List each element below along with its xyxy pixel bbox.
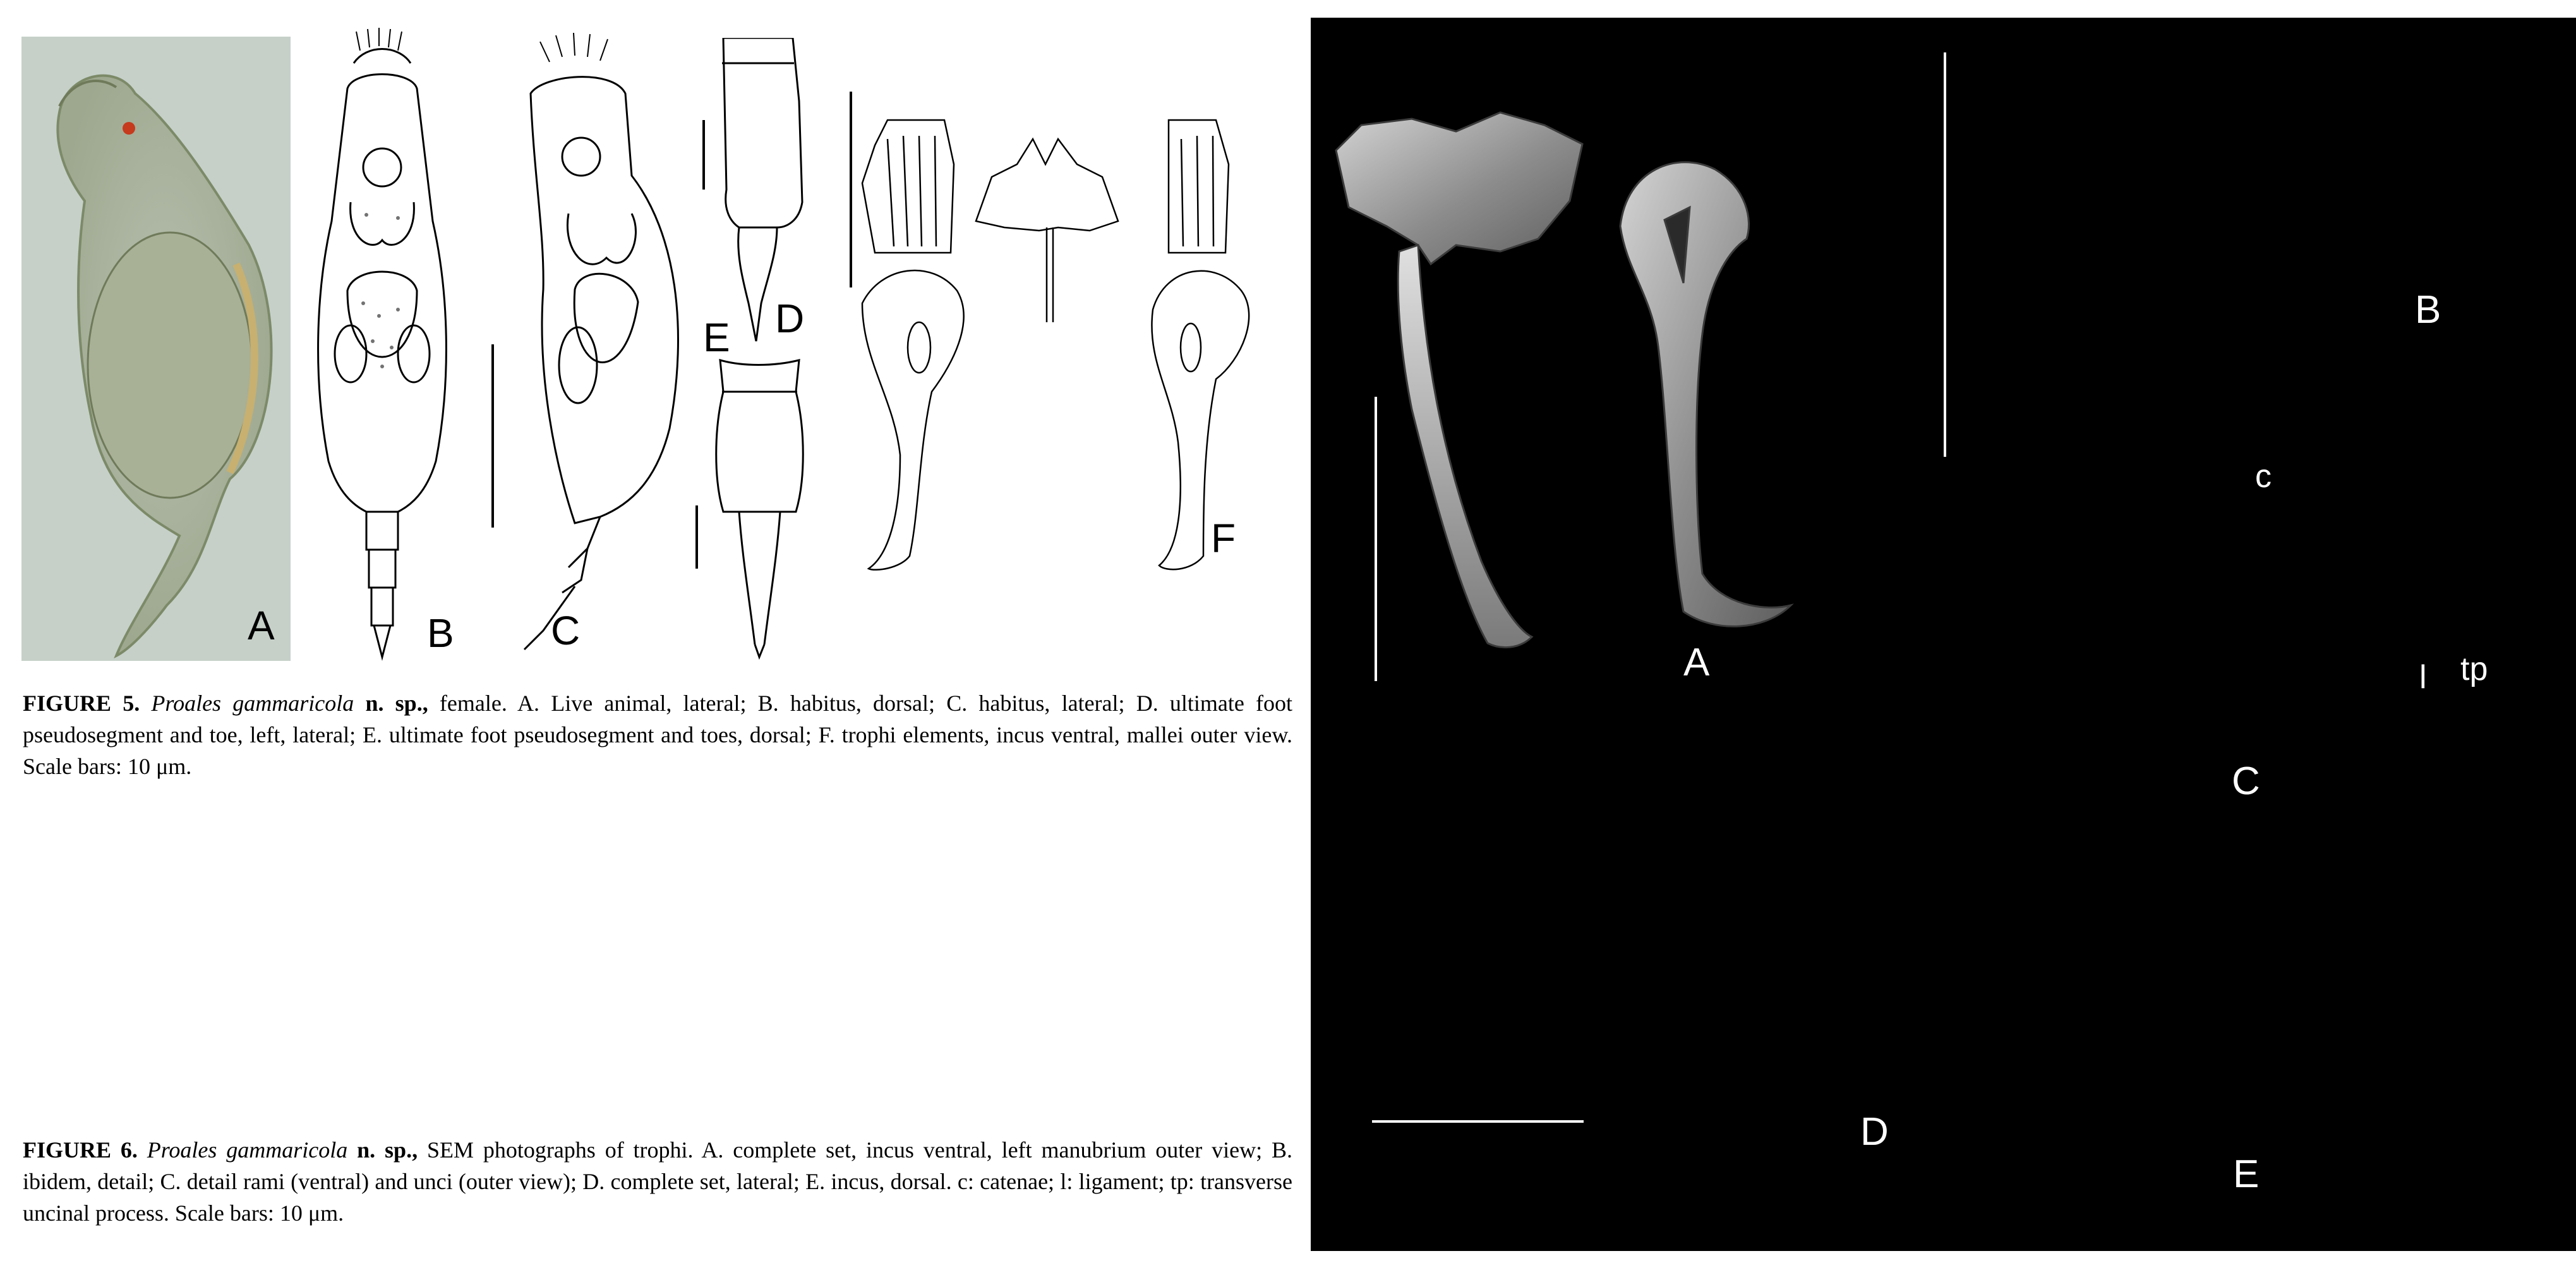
fig5-panel-e-drawing (703, 315, 815, 663)
fig5-caption-text: female. A. Live animal, lateral; B. habitus, dorsal; C. habitus, lateral; D. ultimate foot pseudosegment and toe, left, lateral; E. ultimate foot pseudosegment and toes, dorsal; F. trophi elements, incus ventral, mallei outer view. Scale bars: 10 μm. (23, 691, 1293, 779)
fig5-panel-label-b: B (427, 610, 454, 656)
fig6-caption-text: SEM photographs of trophi. A. complete set, incus ventral, left manubrium outer view; B. ibidem, detail; C. detail rami (ventral) and unci (outer view); D. complete set, lateral; E. incus, dorsal. c: catenae; l: ligament; tp: transverse uncinal process. Scale bars: 10 μm. (23, 1137, 1292, 1226)
fig6-panel-label-d: D (1860, 1110, 1889, 1154)
fig5-panel-label-f: F (1211, 516, 1236, 561)
fig5-panel-f-drawing (850, 101, 1304, 607)
fig6-annotation-catenae: c (2255, 458, 2272, 495)
fig5-panel-label-e: E (703, 315, 730, 360)
fig5-panel-label-d: D (775, 296, 805, 341)
fig5-caption-species: Proales gammaricola (151, 691, 354, 716)
fig6-panel-label-c: C (2232, 759, 2260, 803)
fig6-annotation-ligament: l (2419, 659, 2427, 696)
fig5-scale-bar-bc (491, 344, 494, 528)
fig5-panel-d-drawing (704, 38, 812, 347)
habitus-lateral-drawing (505, 24, 701, 662)
live-animal-illustration (21, 37, 291, 661)
fig5-panel-label-c: C (551, 608, 581, 653)
foot-dorsal-drawing (704, 354, 815, 663)
fig6-panel-label-b: B (2415, 288, 2441, 332)
fig5-caption-novelty: n. sp., (365, 691, 428, 716)
habitus-dorsal-drawing (303, 25, 461, 663)
fig6-panel-label-a: A (1683, 641, 1710, 684)
fig5-scale-bar-e (695, 505, 698, 569)
trophi-elements-drawing (850, 101, 1304, 607)
fig6-scale-bar-b (1944, 52, 1946, 457)
fig5-panel-b-drawing (303, 25, 461, 663)
fig5-scale-bar-d (702, 120, 705, 190)
fig6-scale-bar-a (1375, 397, 1377, 681)
fig6-caption-label: FIGURE 6. (23, 1137, 138, 1163)
fig5-panel-c-drawing (505, 24, 701, 662)
fig6-caption-novelty: n. sp., (357, 1137, 418, 1163)
fig6-sem-plate (1311, 18, 2576, 1251)
fig5-caption (23, 687, 1292, 782)
fig6-caption (23, 1134, 1292, 1229)
fig6-scale-bar-d (1372, 1120, 1584, 1123)
fig5-panel-label-a: A (248, 603, 275, 648)
fig5-panel-a-photo (21, 37, 291, 661)
fig6-caption-species: Proales gammaricola (147, 1137, 348, 1163)
fig6-panel-label-e: E (2233, 1152, 2260, 1196)
fig5-caption-label: FIGURE 5. (23, 691, 140, 716)
fig6-annotation-transverse-uncinal-process: tp (2460, 651, 2488, 687)
fig6-a-specimen (1336, 112, 1791, 648)
